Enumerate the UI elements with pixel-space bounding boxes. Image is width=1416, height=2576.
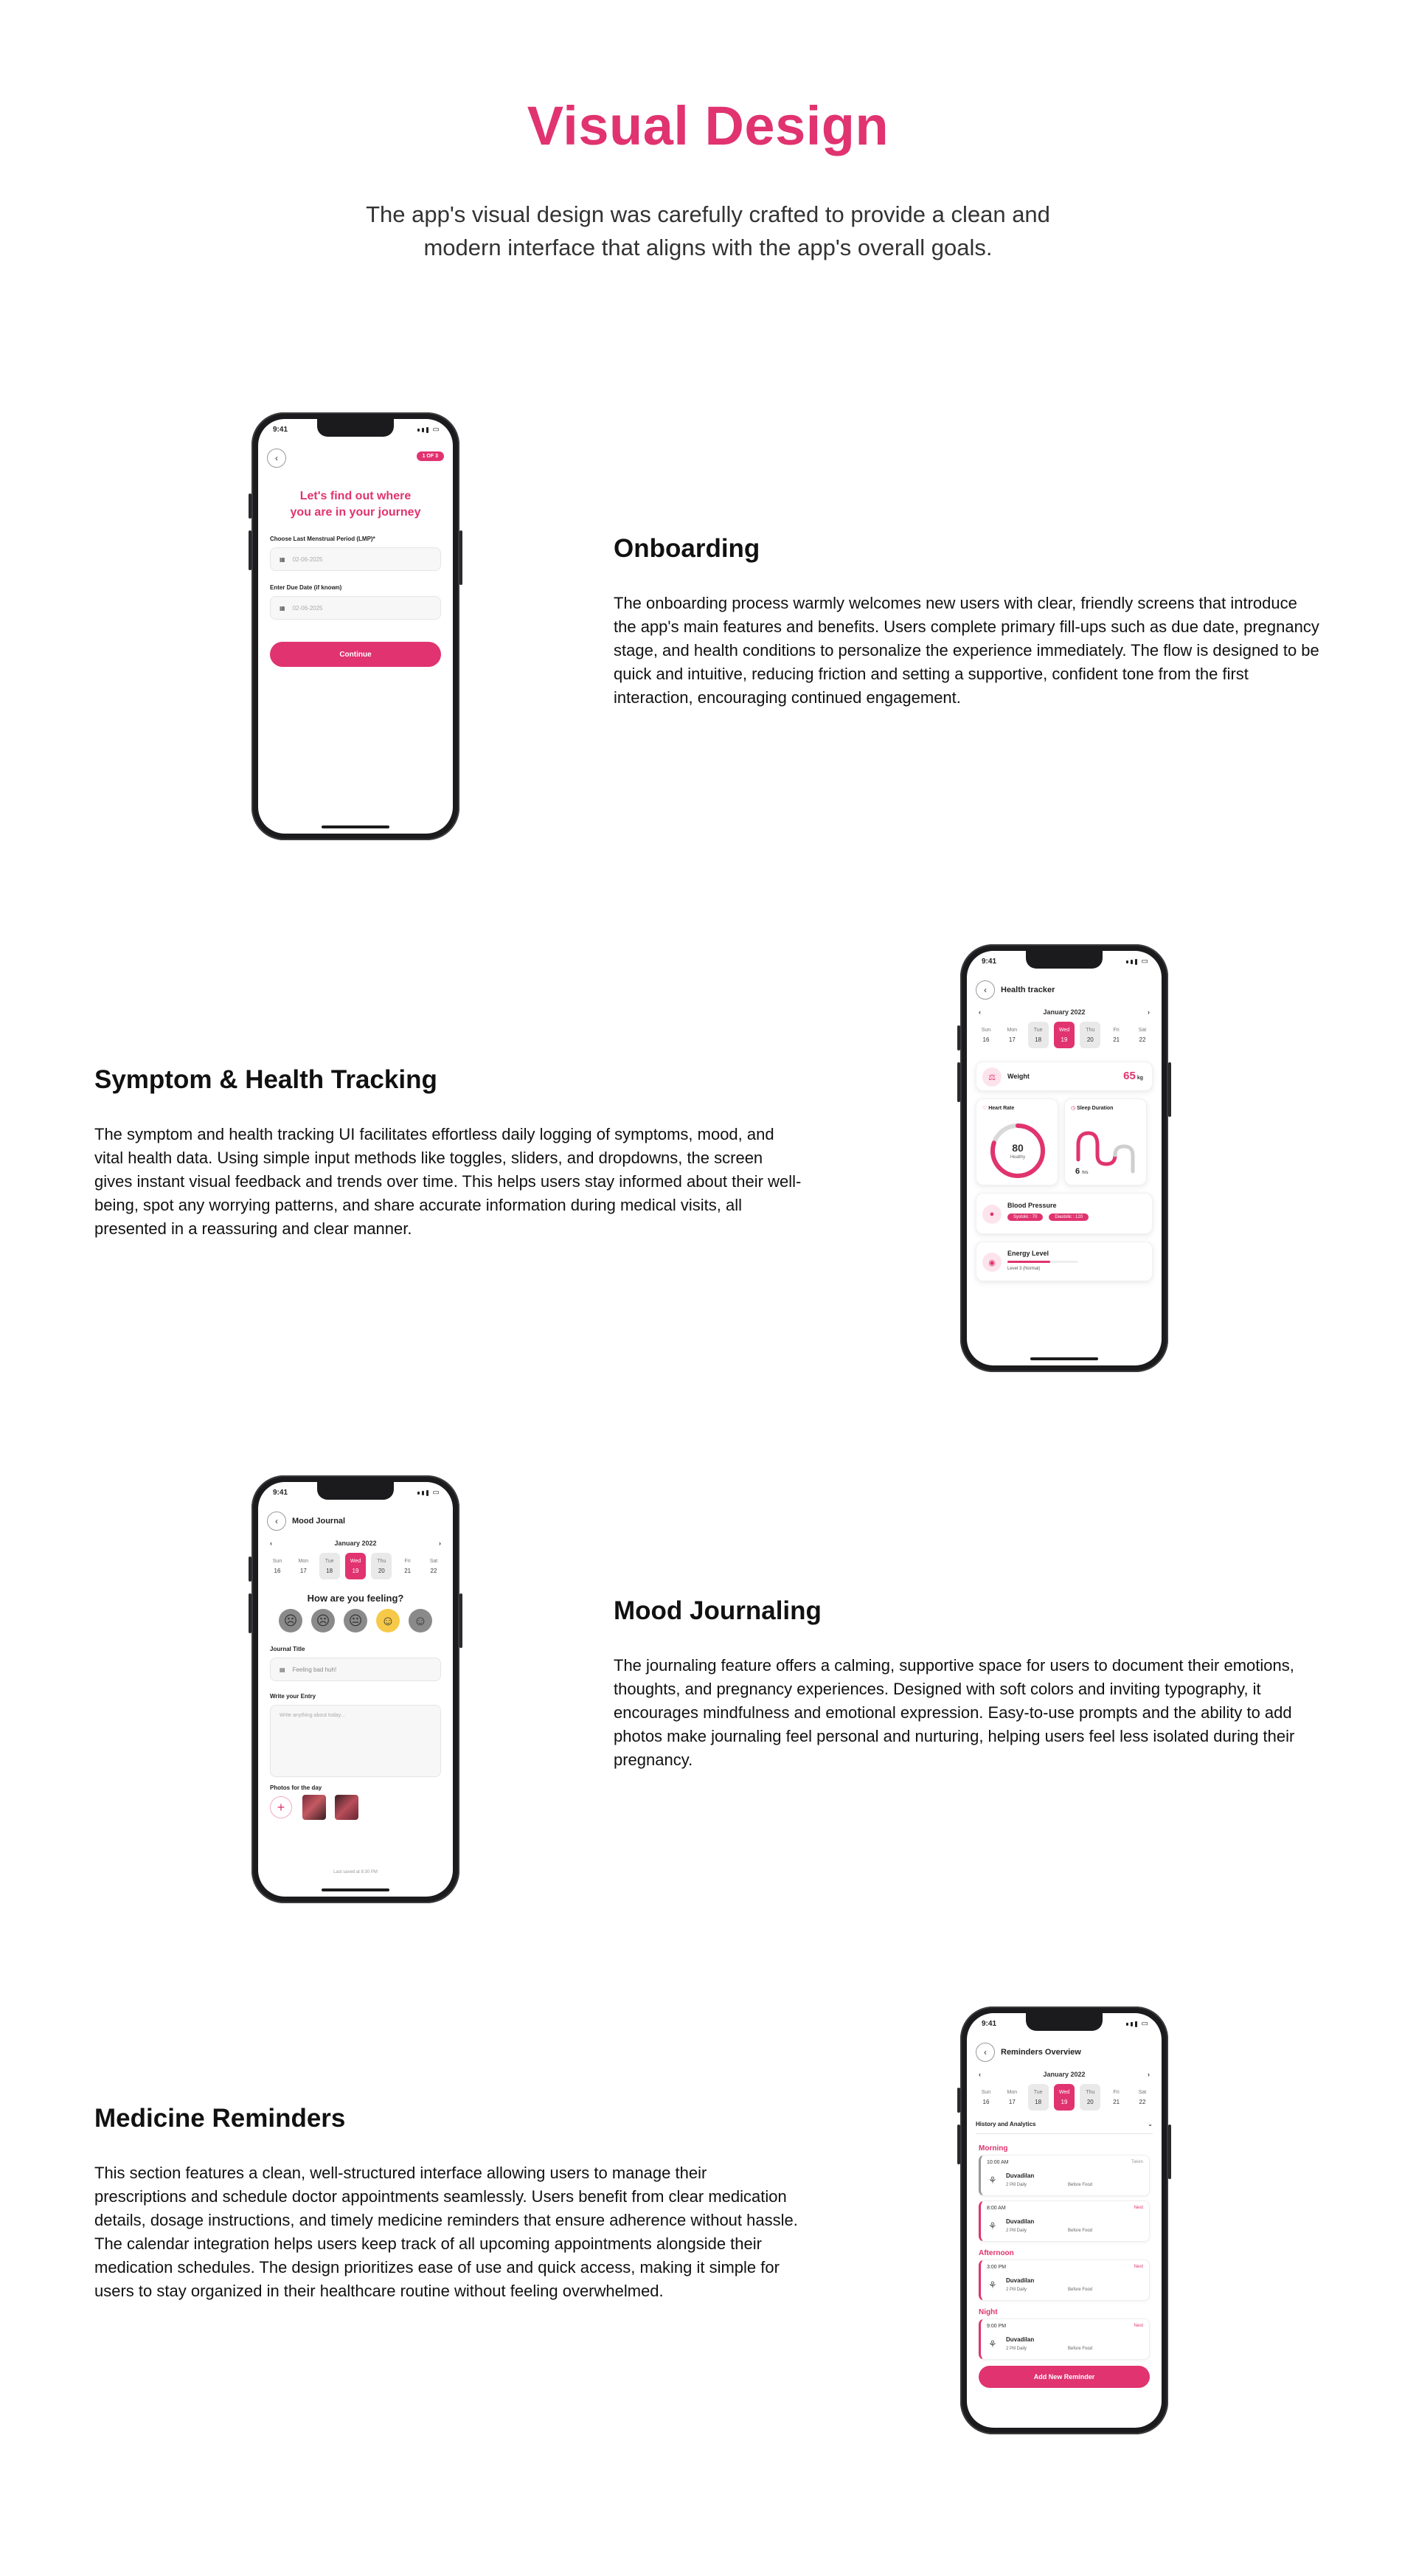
- next-month-icon[interactable]: ›: [438, 1540, 441, 1547]
- day-cell[interactable]: Sat 22: [1138, 2089, 1147, 2105]
- sleep-label: Sleep Duration: [1077, 1106, 1114, 1111]
- day-cell[interactable]: Sun 16: [981, 1027, 991, 1043]
- day-cell[interactable]: Fri 21: [1113, 1027, 1120, 1043]
- entry-label: Write your Entry: [270, 1693, 316, 1700]
- chevron-left-icon: ‹: [275, 1516, 278, 1526]
- heart-rate-label: Heart Rate: [988, 1106, 1015, 1111]
- history-label: History and Analytics: [976, 2121, 1036, 2127]
- reminder-card[interactable]: 10:00 AM Taken ⚘ Duvadilan 2 Pill Daily Before Food: [979, 2155, 1150, 2196]
- very-happy-emoji-icon[interactable]: ☺: [409, 1609, 432, 1632]
- step-badge: 1 OF 3: [417, 451, 444, 461]
- due-date-placeholder: 02-06-2025: [292, 604, 323, 612]
- blood-drop-icon: ●: [982, 1205, 1002, 1224]
- week-strip: [976, 2084, 1153, 2111]
- systolic-pill: Systolic : 70: [1007, 1213, 1043, 1221]
- onboarding-phone: [251, 412, 459, 840]
- journal-title-input[interactable]: [270, 1658, 441, 1681]
- prev-month-icon[interactable]: ‹: [979, 2071, 981, 2078]
- medicine-title: Medicine Reminders: [94, 2104, 346, 2133]
- month-label: January 2022: [1043, 1008, 1086, 1016]
- lmp-placeholder: 02-06-2025: [292, 555, 323, 563]
- day-cell[interactable]: Thu 20: [1080, 1022, 1100, 1048]
- day-cell[interactable]: Tue 18: [319, 1553, 340, 1579]
- add-photo-button[interactable]: [270, 1796, 292, 1818]
- screen-title: Health tracker: [1001, 986, 1055, 994]
- health-phone: [960, 944, 1168, 1372]
- history-dropdown[interactable]: [976, 2121, 1153, 2134]
- page-subtitle: The app's visual design was carefully crafted to provide a clean and modern interface that aligns with the app's overall goals.: [366, 201, 1050, 260]
- day-cell[interactable]: Tue 18: [1028, 2084, 1049, 2111]
- onboarding-title: Onboarding: [614, 534, 760, 563]
- mood-phone: [251, 1475, 459, 1903]
- onboarding-heading-line2: you are in your journey: [290, 506, 421, 519]
- month-nav: [979, 2071, 1150, 2078]
- day-cell[interactable]: Tue 18: [1028, 1022, 1049, 1048]
- symptom-body: The symptom and health tracking UI facilitates effortless daily logging of symptoms, mood, and vital health data. Using simple input methods like toggles, sliders, and dropdowns, the screen gives instant visual feedback and trends over time. This helps users stay informed about their well-being, spot any worrying patterns, and share accurate information during medical visits, all presented in a reassuring and clear manner.: [94, 1125, 802, 1238]
- day-cell[interactable]: Sun 16: [981, 2089, 991, 2105]
- signal-icon: ▭: [417, 426, 440, 434]
- status-time: 9:41: [273, 426, 288, 434]
- plus-icon: +: [277, 1799, 285, 1815]
- prev-month-icon[interactable]: ‹: [979, 1008, 981, 1016]
- week-strip: [267, 1553, 444, 1579]
- day-cell[interactable]: Thu 20: [1080, 2084, 1100, 2111]
- day-cell[interactable]: Fri 21: [1113, 2089, 1120, 2105]
- energy-level-text: Level 3 (Normal): [1007, 1267, 1041, 1271]
- day-cell[interactable]: Sat 22: [429, 1558, 438, 1574]
- pill-icon: ⚘: [988, 2220, 997, 2232]
- day-cell[interactable]: Mon 17: [1007, 1027, 1018, 1043]
- energy-bar: [1007, 1261, 1078, 1263]
- sleep-unit: hrs: [1082, 1171, 1089, 1175]
- heart-rate-card[interactable]: [976, 1098, 1058, 1185]
- reminder-card[interactable]: 8:00 AM Next ⚘ Duvadilan 2 Pill Daily Before Food: [979, 2201, 1150, 2242]
- journal-title-value: Feeling bad huh!: [292, 1666, 337, 1673]
- sleep-card[interactable]: [1064, 1098, 1147, 1185]
- entry-textarea[interactable]: [270, 1705, 441, 1777]
- mood-body: The journaling feature offers a calming, supportive space for users to document their emotions, thoughts, and pregnancy experiences. Designed with soft colors and inviting typography, it encourages mindfulness and emotional expression. Easy-to-use prompts and the ability to add photos make journaling feel personal and nurturing, helping users feel less isolated during their pregnancy.: [614, 1656, 1295, 1769]
- weight-value: 65: [1123, 1070, 1136, 1082]
- reminder-card[interactable]: 9:00 PM Next ⚘ Duvadilan 2 Pill Daily Before Food: [979, 2319, 1150, 2360]
- document-icon: ▤: [280, 1666, 285, 1673]
- energy-bar-fill: [1007, 1261, 1050, 1263]
- weight-card[interactable]: [976, 1062, 1153, 1091]
- month-label: January 2022: [334, 1540, 377, 1547]
- photo-thumbnail[interactable]: [335, 1795, 358, 1820]
- pill-icon: ⚘: [988, 2175, 997, 2186]
- mood-question: How are you feeling?: [307, 1593, 404, 1604]
- prev-month-icon[interactable]: ‹: [270, 1540, 272, 1547]
- heart-rate-status: Healthy: [1010, 1155, 1026, 1160]
- neutral-emoji-icon[interactable]: 😐: [344, 1609, 367, 1632]
- back-button[interactable]: [976, 2043, 995, 2062]
- day-cell[interactable]: Sun 16: [272, 1558, 282, 1574]
- onboarding-body: The onboarding process warmly welcomes new users with clear, friendly screens that introduce the app's main features and benefits. Users complete primary fill-ups such as due date, pregnancy stage, and health conditions to personalize the experience immediately. The flow is designed to be quick and intuitive, reducing friction and setting a supportive, confident tone from the first interaction, encouraging continued engagement.: [614, 594, 1319, 707]
- happy-emoji-icon[interactable]: ☺: [376, 1609, 400, 1632]
- status-time: 9:41: [982, 958, 997, 966]
- chevron-left-icon: ‹: [984, 2047, 987, 2057]
- group-night-label: Night: [979, 2308, 998, 2316]
- back-button[interactable]: [267, 449, 286, 468]
- heart-icon: ♡: [982, 1106, 988, 1111]
- weight-label: Weight: [1007, 1073, 1030, 1080]
- signal-icon: ▭: [417, 1489, 440, 1497]
- lmp-label: Choose Last Menstrual Period (LMP)*: [270, 536, 375, 542]
- blood-pressure-label: Blood Pressure: [1007, 1202, 1057, 1209]
- photos-label: Photos for the day: [270, 1784, 322, 1791]
- group-morning-label: Morning: [979, 2144, 1008, 2153]
- month-label: January 2022: [1043, 2071, 1086, 2078]
- entry-placeholder: Write anything about today...: [280, 1713, 345, 1718]
- chevron-left-icon: ‹: [275, 453, 278, 463]
- day-cell[interactable]: Mon 17: [298, 1558, 309, 1574]
- continue-button[interactable]: Continue: [270, 642, 441, 667]
- pill-icon: ⚘: [988, 2279, 997, 2291]
- onboarding-heading-line1: Let's find out where: [299, 490, 412, 502]
- symptom-title: Symptom & Health Tracking: [94, 1065, 437, 1094]
- photo-thumbnail[interactable]: [302, 1795, 326, 1820]
- group-afternoon-label: Afternoon: [979, 2249, 1014, 2257]
- journal-title-label: Journal Title: [270, 1646, 305, 1652]
- signal-icon: ▭: [1126, 2020, 1148, 2028]
- day-cell[interactable]: Fri 21: [404, 1558, 412, 1574]
- due-date-label: Enter Due Date (if known): [270, 584, 342, 591]
- page-title: Visual Design: [527, 95, 889, 156]
- weight-unit: kg: [1136, 1076, 1143, 1081]
- last-saved-text: Last saved at 8:30 PM: [333, 1870, 378, 1874]
- chevron-left-icon: ‹: [984, 985, 987, 995]
- day-cell-selected[interactable]: Wed 19: [1054, 1022, 1075, 1048]
- mood-picker: [279, 1609, 432, 1632]
- status-time: 9:41: [982, 2020, 997, 2028]
- calendar-icon: ▦: [280, 555, 285, 563]
- sleep-value: 6: [1075, 1167, 1080, 1176]
- reminders-phone: [960, 2007, 1168, 2434]
- calendar-icon: ▦: [280, 604, 285, 612]
- lmp-field[interactable]: [270, 547, 441, 571]
- energy-label: Energy Level: [1007, 1250, 1049, 1257]
- reminder-card[interactable]: 3:00 PM Next ⚘ Duvadilan 2 Pill Daily Before Food: [979, 2260, 1150, 2301]
- add-reminder-button[interactable]: Add New Reminder: [979, 2366, 1150, 2388]
- heart-rate-value: 80: [1012, 1142, 1024, 1154]
- screen-title: Mood Journal: [292, 1517, 346, 1526]
- medicine-body: This section features a clean, well-structured interface allowing users to manage their prescriptions and schedule doctor appointments seamlessly. Users benefit from clear medication details, dosage instructions, and timely medicine reminders that ensure adherence without hassle. The calendar integration helps users keep track of all upcoming appointments alongside their medication schedules. The design prioritizes ease of use and quick access, making it simple for users to stay organized in their healthcare routine without feeling overwhelmed.: [94, 2164, 798, 2300]
- back-button[interactable]: [976, 980, 995, 1000]
- mood-title: Mood Journaling: [614, 1596, 822, 1625]
- blood-pressure-card[interactable]: [976, 1193, 1153, 1234]
- energy-icon: ◉: [982, 1253, 1002, 1272]
- day-cell-selected[interactable]: Wed 19: [345, 1553, 366, 1579]
- status-time: 9:41: [273, 1489, 288, 1497]
- clock-icon: ◷: [1071, 1106, 1076, 1111]
- scale-icon: ⚖: [982, 1067, 1002, 1087]
- very-sad-emoji-icon[interactable]: ☹: [279, 1609, 302, 1632]
- month-nav: [979, 1008, 1150, 1016]
- back-button[interactable]: [267, 1512, 286, 1531]
- pill-icon: ⚘: [988, 2338, 997, 2350]
- month-nav: [270, 1540, 441, 1547]
- next-month-icon[interactable]: ›: [1147, 1008, 1150, 1016]
- day-cell[interactable]: Thu 20: [371, 1553, 392, 1579]
- energy-card[interactable]: [976, 1242, 1153, 1281]
- due-date-field[interactable]: [270, 596, 441, 620]
- signal-icon: ▭: [1126, 958, 1148, 966]
- day-cell[interactable]: Mon 17: [1007, 2089, 1018, 2105]
- sad-emoji-icon[interactable]: ☹: [311, 1609, 335, 1632]
- diastolic-pill: Diastolic : 120: [1049, 1213, 1089, 1221]
- day-cell-selected[interactable]: Wed 19: [1054, 2084, 1075, 2111]
- day-cell[interactable]: Sat 22: [1138, 1027, 1147, 1043]
- week-strip: [976, 1022, 1153, 1048]
- chevron-down-icon: ⌄: [1148, 2121, 1153, 2127]
- screen-title: Reminders Overview: [1001, 2048, 1081, 2057]
- next-month-icon[interactable]: ›: [1147, 2071, 1150, 2078]
